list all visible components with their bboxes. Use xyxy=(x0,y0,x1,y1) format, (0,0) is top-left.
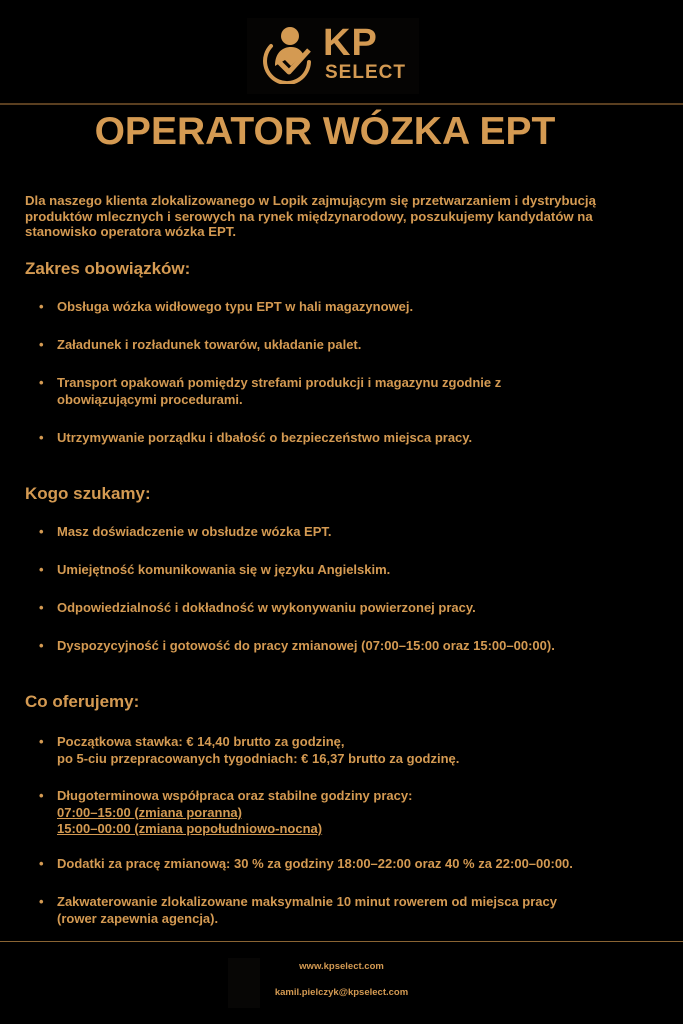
list-item: • Dodatki za pracę zmianową: 30 % za godziny 18:00–22:00 oraz 40 % za 22:00–00:00. xyxy=(39,856,573,871)
bullet-icon: • xyxy=(39,524,44,539)
section-heading-offer: Co oferujemy: xyxy=(25,692,140,711)
bullet-icon: • xyxy=(39,856,44,871)
website-link[interactable]: www.kpselect.com xyxy=(299,961,384,972)
bullet-icon: • xyxy=(39,734,44,749)
logo-select-text: SELECT xyxy=(325,62,406,83)
list-item: • Dyspozycyjność i gotowość do pracy zmianowej (07:00–15:00 oraz 15:00–00:00). xyxy=(39,638,555,653)
list-item: • Zakwaterowanie zlokalizowane maksymalnie 10 minut rowerem od miejsca pracy (rower zapewnia agencja). xyxy=(39,894,557,926)
header-divider xyxy=(0,103,683,105)
footer-divider xyxy=(0,941,683,942)
bullet-icon: • xyxy=(39,375,44,390)
list-item: • Odpowiedzialność i dokładność w wykonywaniu powierzonej pracy. xyxy=(39,600,476,615)
list-item: • Transport opakowań pomiędzy strefami produkcji i magazynu zgodnie z obowiązującymi procedurami. xyxy=(39,375,502,407)
list-item: • Masz doświadczenie w obsłudze wózka EPT. xyxy=(39,524,332,539)
intro-paragraph: Dla naszego klienta zlokalizowanego w Lopik zajmującym się przetwarzaniem i dystrybucją produktów mlecznych i serowych na rynek międzynarodowy, poszukujemy kandydatów na stanowisko operatora wózka EPT. xyxy=(25,193,596,239)
shift-evening-link: 15:00–00:00 (zmiana popołudniowo-nocna) xyxy=(57,821,323,836)
logo-kp-text: KP xyxy=(323,22,378,64)
bullet-icon: • xyxy=(39,430,44,445)
bullet-icon: • xyxy=(39,788,44,803)
person-check-icon xyxy=(263,22,315,84)
list-item: • Załadunek i rozładunek towarów, układanie palet. xyxy=(39,337,362,352)
list-item: • Długoterminowa współpraca oraz stabilne godziny pracy: 07:00–15:00 (zmiana poranna) 15:00–00:00 (zmiana popołudniowo-nocna) xyxy=(39,788,413,836)
bullet-icon: • xyxy=(39,562,44,577)
page-title: OPERATOR WÓZKA EPT xyxy=(94,110,556,153)
section-heading-requirements: Kogo szukamy: xyxy=(25,484,151,503)
list-item: • Początkowa stawka: € 14,40 brutto za godzinę, po 5-ciu przepracowanych tygodniach: € 16,37 brutto za godzinę. xyxy=(39,734,460,766)
bullet-icon: • xyxy=(39,337,44,352)
kp-select-logo xyxy=(247,18,419,94)
section-heading-responsibilities: Zakres obowiązków: xyxy=(25,259,191,278)
bullet-icon: • xyxy=(39,600,44,615)
bullet-icon: • xyxy=(39,299,44,314)
email-link[interactable]: kamil.pielczyk@kpselect.com xyxy=(274,987,409,998)
list-item: • Obsługa wózka widłowego typu EPT w hali magazynowej. xyxy=(39,299,414,314)
list-item: • Utrzymywanie porządku i dbałość o bezpieczeństwo miejsca pracy. xyxy=(39,430,473,445)
bullet-icon: • xyxy=(39,894,44,909)
list-item: • Umiejętność komunikowania się w języku Angielskim. xyxy=(39,562,391,577)
bullet-icon: • xyxy=(39,638,44,653)
shift-morning-link: 07:00–15:00 (zmiana poranna) xyxy=(57,804,242,820)
